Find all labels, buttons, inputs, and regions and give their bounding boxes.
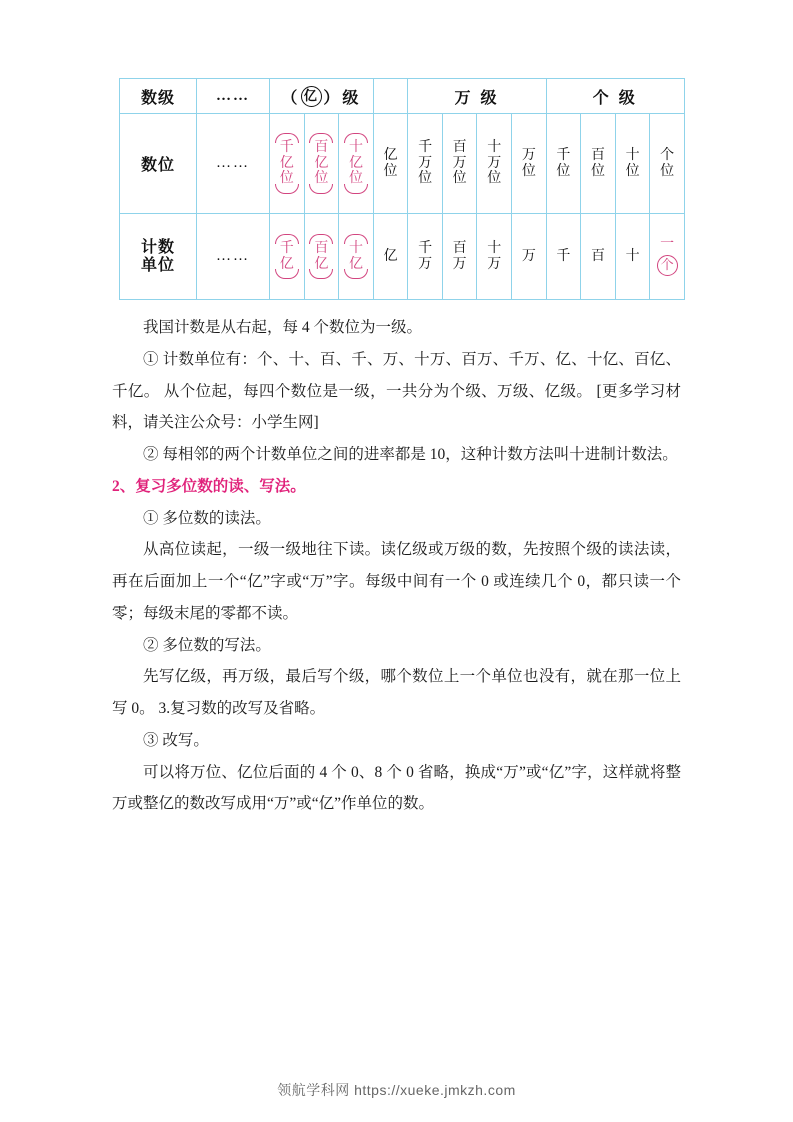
digit-cell-bai: 百 位 xyxy=(581,114,616,214)
unit-cell-baiwan: 百 万 xyxy=(442,214,477,300)
digit-cell-qian: 千 位 xyxy=(546,114,581,214)
unit-cell-qianyi: 千 亿 xyxy=(270,214,305,300)
digit-cell-yi: 亿 位 xyxy=(373,114,408,214)
paragraph-1: 我国计数是从右起，每 4 个数位为一级。 xyxy=(143,319,423,336)
header-dots: …… xyxy=(197,79,270,114)
table-digit-row xyxy=(120,114,685,214)
digit-cell-qianwan: 千 万 位 xyxy=(408,114,443,214)
header-level-label: 数级 xyxy=(120,79,197,114)
lesson-body xyxy=(112,312,681,820)
unit-cell-shiwan: 十 万 xyxy=(477,214,512,300)
unit-cell-bai: 百 xyxy=(581,214,616,300)
paragraph-7: 先写亿级，再万级，最后写个级，哪个数位上一个单位也没有，就在那一位上写 0。 3.复习数的改写及省略。 xyxy=(112,668,681,718)
digit-cell-qianyi: 千 亿 位 xyxy=(270,114,305,214)
paragraph-8: ③ 改写。 xyxy=(143,731,209,749)
unit-cell-yi: 亿 xyxy=(373,214,408,300)
header-group-wan: 万 级 xyxy=(408,79,546,114)
unit-cell-qianwan: 千 万 xyxy=(408,214,443,300)
digit-cell-shiyi: 十 亿 位 xyxy=(339,114,374,214)
table-header-row xyxy=(120,79,685,114)
digit-cell-baiwan: 百 万 位 xyxy=(442,114,477,214)
section-heading-read-write: 2、复习多位数的读、写法。 xyxy=(112,477,306,495)
paragraph-5: 从高位读起，一级一级地往下读。读亿级或万级的数，先按照个级的读法读，再在后面加上一个“亿”字或“万”字。每级中间有一个 0 或连续几个 0，都只读一个零；每级末尾的零都不读。 xyxy=(112,541,681,622)
table-unit-row xyxy=(120,214,685,300)
page-footer: 领航学科网 https://xueke.jmkzh.com xyxy=(277,1082,516,1098)
place-value-table xyxy=(119,78,685,300)
header-group-ge: 个 级 xyxy=(546,79,684,114)
digit-cell-shiwan: 十 万 位 xyxy=(477,114,512,214)
digit-cell-shi: 十 位 xyxy=(615,114,650,214)
digit-dots: …… xyxy=(197,114,270,214)
paragraph-9: 可以将万位、亿位后面的 4 个 0、8 个 0 省略，换成“万”或“亿”字，这样就将整万或整亿的数改写成用“万”或“亿”作单位的数。 xyxy=(112,763,681,813)
unit-cell-qian: 千 xyxy=(546,214,581,300)
unit-cell-wan: 万 xyxy=(512,214,547,300)
row-label-unit: 计数 单位 xyxy=(120,214,197,300)
paragraph-6: ② 多位数的写法。 xyxy=(143,636,271,654)
digit-cell-wan: 万 位 xyxy=(512,114,547,214)
unit-cell-one: 一 个 xyxy=(650,214,685,300)
header-group-yi: （ 亿 ）级 xyxy=(270,79,374,114)
unit-dots: …… xyxy=(197,214,270,300)
unit-cell-shiyi: 十 亿 xyxy=(339,214,374,300)
header-spacer-yi xyxy=(373,79,408,114)
paragraph-3: ② 每相邻的两个计数单位之间的进率都是 10，这种计数方法叫十进制计数法。 xyxy=(143,446,678,464)
unit-cell-shi: 十 xyxy=(615,214,650,300)
digit-cell-ge: 个 位 xyxy=(650,114,685,214)
digit-cell-baiyi: 百 亿 位 xyxy=(304,114,339,214)
unit-cell-baiyi: 百 亿 xyxy=(304,214,339,300)
paragraph-4: ① 多位数的读法。 xyxy=(143,509,271,527)
paragraph-2: ① 计数单位有：个、十、百、千、万、十万、百万、千万、亿、十亿、百亿、千亿。 从个位起，每四个数位是一级，一共分为个级、万级、亿级。 [更多学习材料，请关注公众号：小学生网] xyxy=(112,350,681,432)
row-label-digit: 数位 xyxy=(120,114,197,214)
